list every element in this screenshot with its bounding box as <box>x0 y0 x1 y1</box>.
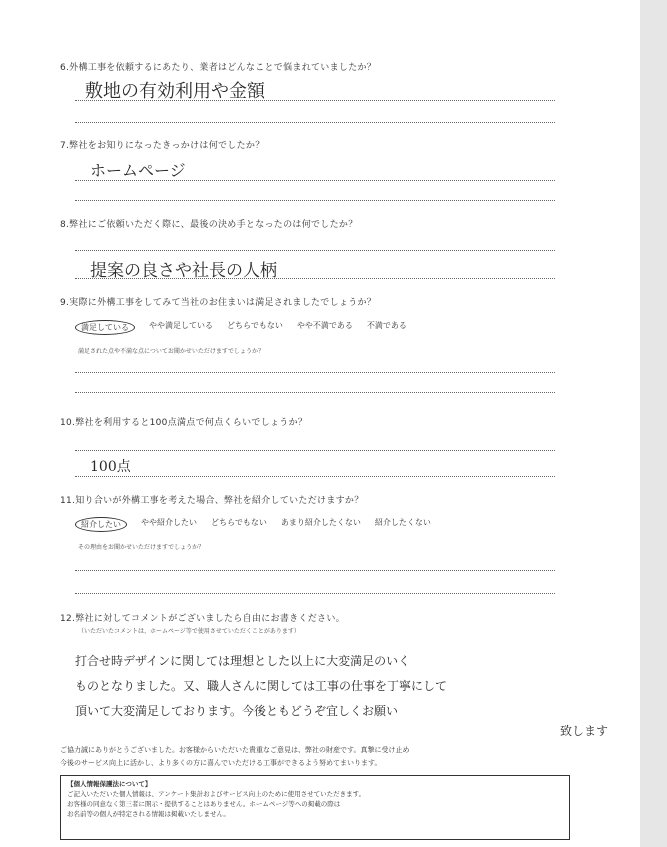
q9-option-3[interactable]: どちらでもない <box>227 321 283 330</box>
question-6: 6.外構工事を依頼するにあたり、業者はどんなことで悩まれていましたか？ <box>60 63 377 73</box>
q9-note: 満足された点や不満な点についてお聞かせいただけますでしょうか？ <box>78 348 265 355</box>
answer-line <box>75 250 555 251</box>
answer-6: 敷地の有効利用や金額 <box>85 81 265 102</box>
q9-option-4[interactable]: やや不満である <box>296 321 353 330</box>
answer-7: ホームページ <box>90 161 186 180</box>
answer-line <box>75 593 555 594</box>
q12-note: （いただいたコメントは、ホームページ等で使用させていただくことがあります） <box>78 628 300 635</box>
question-10: 10.弊社を利用すると100点満点で何点くらいでしょうか？ <box>60 418 308 428</box>
privacy-line-2: お客様の同意なく第三者に開示・提供することはありません。ホームページ等への掲載の際は <box>67 800 341 808</box>
privacy-line-3: お名前等の個人が特定される情報は掲載いたしません。 <box>67 810 230 818</box>
footer-line-1: ご協力誠にありがとうございました。お客様からいただいた貴重なご意見は、弊社の財産です。真摯に受け止め <box>60 746 410 754</box>
answer-line <box>75 476 555 477</box>
q9-options <box>75 320 407 335</box>
answer-line <box>75 180 555 181</box>
answer-line <box>75 200 555 201</box>
question-8: 8.弊社にご依頼いただく際に、最後の決め手となったのは何でしたか？ <box>60 220 358 230</box>
privacy-title: 【個人情報保護法について】 <box>67 780 152 788</box>
answer-line <box>75 278 555 279</box>
answer-12-line-4: 致します <box>560 724 609 738</box>
q11-option-4[interactable]: あまり紹介したくない <box>280 518 361 527</box>
privacy-box <box>60 775 570 840</box>
side-strip <box>640 0 667 847</box>
answer-12-line-1: 打合せ時デザインに関しては理想とした以上に大変満足のいく <box>75 654 411 668</box>
q11-option-2[interactable]: やや紹介したい <box>141 518 197 527</box>
q11-option-3[interactable]: どちらでもない <box>211 518 267 527</box>
question-7: 7.弊社をお知りになったきっかけは何でしたか？ <box>60 141 265 151</box>
answer-line <box>75 570 555 571</box>
q11-note: その理由をお聞かせいただけますでしょうか？ <box>78 544 205 551</box>
q9-option-5[interactable]: 不満である <box>366 321 407 330</box>
question-12: 12.弊社に対してコメントがございましたら自由にお書きください。 <box>60 614 345 624</box>
q9-option-1[interactable]: 満足している <box>75 320 135 335</box>
answer-12-line-2: ものとなりました。又、職人さんに関しては工事の仕事を丁寧にして <box>75 679 448 693</box>
privacy-line-1: ご記入いただいた個人情報は、アンケート集計およびサービス向上のために使用させていただきます。 <box>67 790 366 798</box>
footer-line-2: 今後のサービス向上に活かし、より多くの方に喜んでいただける工事ができるよう努めてまいります。 <box>60 759 382 767</box>
answer-line <box>75 100 555 101</box>
answer-10: 100点 <box>90 459 131 475</box>
answer-line <box>75 372 555 373</box>
answer-line <box>75 450 555 451</box>
answer-line <box>75 392 555 393</box>
q9-option-2[interactable]: やや満足している <box>149 321 213 330</box>
q11-options <box>75 517 431 532</box>
question-11: 11.知り合いが外構工事を考えた場合、弊社を紹介していただけますか？ <box>60 496 364 506</box>
question-9: 9.実際に外構工事をしてみて当社のお住まいは満足されましたでしょうか？ <box>60 298 377 308</box>
q11-option-1[interactable]: 紹介したい <box>75 517 127 532</box>
answer-line <box>75 122 555 123</box>
answer-12-line-3: 頂いて大変満足しております。今後ともどうぞ宜しくお願い <box>75 704 399 718</box>
answer-8: 提案の良さや社長の人柄 <box>90 261 277 281</box>
q11-option-5[interactable]: 紹介したくない <box>374 518 431 527</box>
